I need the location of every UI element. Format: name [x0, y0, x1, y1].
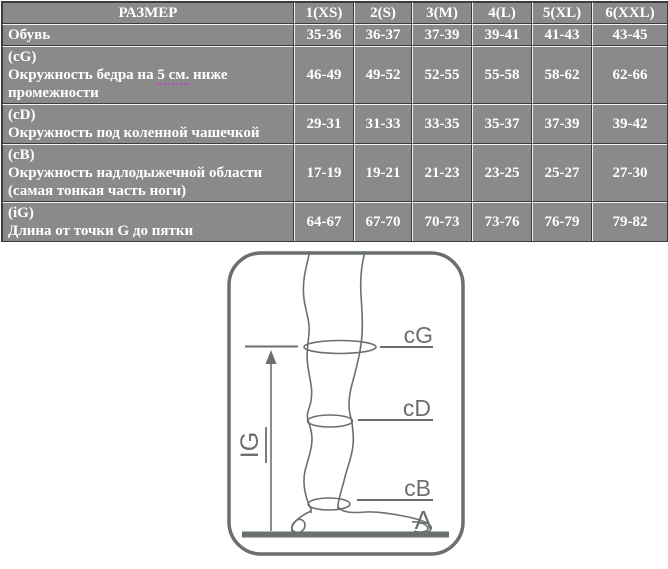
row-label-cg: [2, 46, 294, 104]
leg-measurement-diagram: [227, 251, 465, 557]
table-row-cd: [2, 104, 667, 144]
cell-value: 46-49: [294, 46, 354, 104]
cell-value: 76-79: [532, 202, 592, 241]
row-description: Окружность под коленной чашечкой: [8, 125, 260, 141]
cell-value: 37-39: [412, 24, 472, 46]
cell-value: 37-39: [532, 104, 592, 144]
cd-label: cD: [402, 395, 431, 421]
cell-value: 79-82: [592, 202, 667, 241]
cell-value: 35-36: [294, 24, 354, 46]
ground-label-a: A: [414, 505, 432, 535]
cell-value: 62-66: [592, 46, 667, 104]
cell-value: 23-25: [472, 144, 532, 202]
cell-value: 36-37: [354, 24, 412, 46]
header-size-4l: 4(L): [472, 2, 532, 24]
cb-label: cB: [404, 475, 431, 501]
cg-ellipse: [304, 341, 376, 354]
header-size-3m: 3(M): [412, 2, 472, 24]
table-row-cg: [2, 46, 667, 104]
row-label-cd: [2, 104, 294, 144]
row-description: Окружность бедра на 5 см. ниже промежности: [8, 67, 228, 101]
row-code: (cD): [8, 107, 36, 123]
row-code: (cB): [8, 147, 35, 163]
header-size-5xl: 5(XL): [532, 2, 592, 24]
cell-value: 31-33: [354, 104, 412, 144]
cell-value: 39-42: [592, 104, 667, 144]
row-label-cb: [2, 144, 294, 202]
cell-value: 25-27: [532, 144, 592, 202]
leg-diagram-svg: [227, 251, 465, 557]
ig-label: IG: [236, 431, 264, 459]
ig-arrow: [266, 350, 277, 531]
cell-value: 70-73: [412, 202, 472, 241]
table-row-shoe: [2, 24, 667, 46]
cell-value: 73-76: [472, 202, 532, 241]
cg-label: cG: [403, 322, 433, 348]
cd-ellipse: [308, 415, 353, 427]
cell-value: 67-70: [354, 202, 412, 241]
cell-value: 52-55: [412, 46, 472, 104]
header-size-6xxl: 6(XXL): [592, 2, 667, 24]
ig-arrowhead-icon: [266, 350, 277, 364]
cell-value: 43-45: [592, 24, 667, 46]
table-header-row: [2, 2, 667, 24]
cell-value: 41-43: [532, 24, 592, 46]
cell-value: 21-23: [412, 144, 472, 202]
cell-value: 55-58: [472, 46, 532, 104]
row-label-ig: [2, 202, 294, 241]
cell-value: 33-35: [412, 104, 472, 144]
header-size-2s: 2(S): [354, 2, 412, 24]
cell-value: 29-31: [294, 104, 354, 144]
table-row-cb: [2, 144, 667, 202]
cell-value: 58-62: [532, 46, 592, 104]
row-description: Длина от точки G до пятки: [8, 223, 194, 239]
cell-value: 17-19: [294, 144, 354, 202]
row-code: (iG): [8, 205, 34, 221]
row-description: Окружность надлодыжечной области (самая тонкая часть ноги): [8, 165, 263, 199]
table-row-ig: [2, 202, 667, 241]
cell-value: 49-52: [354, 46, 412, 104]
header-size-label: РАЗМЕР: [2, 2, 294, 24]
cell-value: 35-37: [472, 104, 532, 144]
header-size-1xs: 1(XS): [294, 2, 354, 24]
cell-value: 27-30: [592, 144, 667, 202]
cell-value: 39-41: [472, 24, 532, 46]
cb-ellipse: [308, 498, 350, 510]
cell-value: 64-67: [294, 202, 354, 241]
spellcheck-marked-text: 5 см.: [157, 67, 190, 83]
size-table: [1, 1, 668, 242]
row-code: (cG): [8, 49, 37, 65]
row-label-shoe: Обувь: [2, 24, 294, 46]
cell-value: 19-21: [354, 144, 412, 202]
